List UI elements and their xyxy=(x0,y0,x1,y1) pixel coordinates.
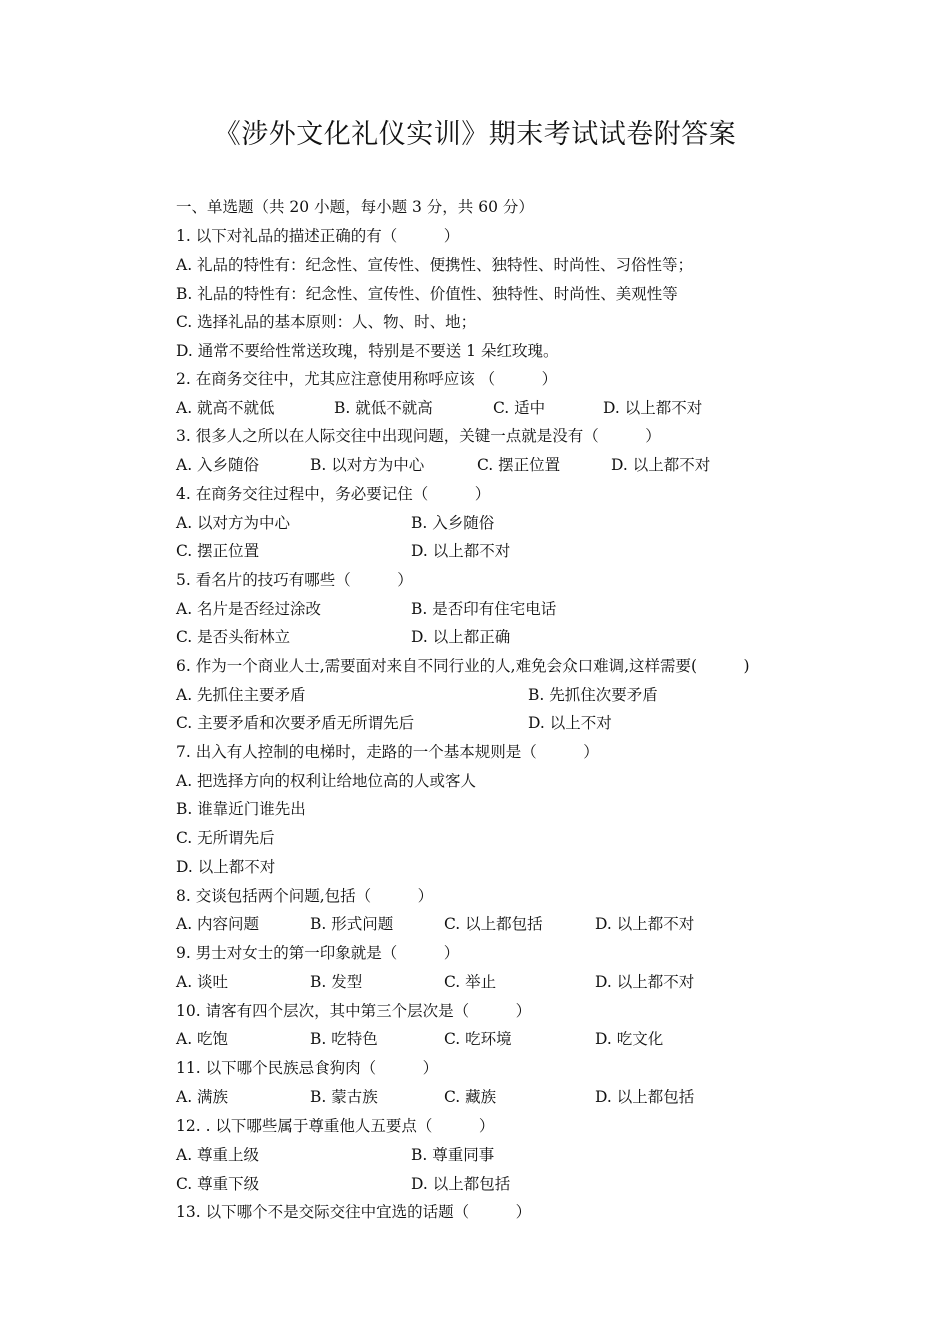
option-11a: A. 满族 xyxy=(176,1088,229,1106)
option-6c: C. 主要矛盾和次要矛盾无所谓先后 xyxy=(176,714,415,732)
question-6: 6. 作为一个商业人士,需要面对来自不同行业的人,难免会众口难调,这样需要( ) xyxy=(176,657,750,675)
option-11b: B. 蒙古族 xyxy=(310,1088,378,1106)
page-title: 《涉外文化礼仪实训》期末考试试卷附答案 xyxy=(213,119,737,150)
option-8c: C. 以上都包括 xyxy=(444,915,543,933)
option-9c: C. 举止 xyxy=(444,973,497,991)
option-12c: C. 尊重下级 xyxy=(176,1175,260,1193)
options-row-12a xyxy=(176,1141,796,1170)
option-8b: B. 形式问题 xyxy=(310,915,394,933)
option-1b: B. 礼品的特性有：纪念性、宣传性、价值性、独特性、时尚性、美观性等 xyxy=(176,285,678,303)
question-1: 1. 以下对礼品的描述正确的有（ ） xyxy=(176,227,460,245)
question-4: 4. 在商务交往过程中，务必要记住（ ） xyxy=(176,485,491,503)
options-row-2 xyxy=(176,394,796,423)
option-3a: A. 入乡随俗 xyxy=(176,456,260,474)
option-7a: A. 把选择方向的权利让给地位高的人或客人 xyxy=(176,772,477,790)
option-12b: B. 尊重同事 xyxy=(411,1146,495,1164)
option-8d: D. 以上都不对 xyxy=(595,915,695,933)
options-row-4b xyxy=(176,537,796,566)
question-8: 8. 交谈包括两个问题,包括（ ） xyxy=(176,887,434,905)
question-12: 12. . 以下哪些属于尊重他人五要点（ ） xyxy=(176,1117,495,1135)
option-10d: D. 吃文化 xyxy=(595,1030,664,1048)
options-row-11 xyxy=(176,1083,796,1112)
option-9d: D. 以上都不对 xyxy=(595,973,695,991)
section-heading: 一、单选题（共 20 小题，每小题 3 分，共 60 分） xyxy=(176,198,534,216)
question-13: 13. 以下哪个不是交际交往中宜选的话题（ ） xyxy=(176,1203,532,1221)
question-11: 11. 以下哪个民族忌食狗肉（ ） xyxy=(176,1059,439,1077)
option-10a: A. 吃饱 xyxy=(176,1030,229,1048)
question-9: 9. 男士对女士的第一印象就是（ ） xyxy=(176,944,460,962)
option-2c: C. 适中 xyxy=(493,399,546,417)
options-row-8 xyxy=(176,910,796,939)
option-3c: C. 摆正位置 xyxy=(477,456,561,474)
option-4d: D. 以上都不对 xyxy=(411,542,511,560)
option-12a: A. 尊重上级 xyxy=(176,1146,260,1164)
option-11c: C. 藏族 xyxy=(444,1088,497,1106)
option-9a: A. 谈吐 xyxy=(176,973,229,991)
option-10c: C. 吃环境 xyxy=(444,1030,512,1048)
option-7b: B. 谁靠近门谁先出 xyxy=(176,800,306,818)
option-7d: D. 以上都不对 xyxy=(176,858,276,876)
option-1c: C. 选择礼品的基本原则：人、物、时、地； xyxy=(176,313,477,331)
options-row-6a xyxy=(176,681,796,710)
option-5b: B. 是否印有住宅电话 xyxy=(411,600,557,618)
option-7c: C. 无所谓先后 xyxy=(176,829,275,847)
question-5: 5. 看名片的技巧有哪些（ ） xyxy=(176,571,413,589)
option-4a: A. 以对方为中心 xyxy=(176,514,291,532)
option-10b: B. 吃特色 xyxy=(310,1030,378,1048)
option-6b: B. 先抓住次要矛盾 xyxy=(528,686,658,704)
option-3d: D. 以上都不对 xyxy=(611,456,711,474)
options-row-5b xyxy=(176,623,796,652)
option-12d: D. 以上都包括 xyxy=(411,1175,511,1193)
option-6d: D. 以上不对 xyxy=(528,714,612,732)
options-row-3 xyxy=(176,451,796,480)
options-row-9 xyxy=(176,968,796,997)
options-row-4a xyxy=(176,509,796,538)
option-2b: B. 就低不就高 xyxy=(334,399,433,417)
options-row-12b xyxy=(176,1170,796,1199)
option-9b: B. 发型 xyxy=(310,973,363,991)
option-2d: D. 以上都不对 xyxy=(603,399,703,417)
option-4c: C. 摆正位置 xyxy=(176,542,260,560)
option-1a: A. 礼品的特性有：纪念性、宣传性、便携性、独特性、时尚性、习俗性等； xyxy=(176,256,694,274)
option-4b: B. 入乡随俗 xyxy=(411,514,495,532)
question-7: 7. 出入有人控制的电梯时，走路的一个基本规则是（ ） xyxy=(176,743,599,761)
option-5d: D. 以上都正确 xyxy=(411,628,511,646)
option-6a: A. 先抓住主要矛盾 xyxy=(176,686,306,704)
options-row-10 xyxy=(176,1025,796,1054)
options-row-5a xyxy=(176,595,796,624)
option-11d: D. 以上都包括 xyxy=(595,1088,695,1106)
option-2a: A. 就高不就低 xyxy=(176,399,275,417)
option-5a: A. 名片是否经过涂改 xyxy=(176,600,322,618)
options-row-6b xyxy=(176,709,796,738)
option-5c: C. 是否头衔林立 xyxy=(176,628,291,646)
option-3b: B. 以对方为中心 xyxy=(310,456,425,474)
question-10: 10. 请客有四个层次，其中第三个层次是（ ） xyxy=(176,1002,532,1020)
option-1d: D. 通常不要给性常送玫瑰，特别是不要送 1 朵红玫瑰。 xyxy=(176,342,559,360)
option-8a: A. 内容问题 xyxy=(176,915,260,933)
question-2: 2. 在商务交往中，尤其应注意使用称呼应该 （ ） xyxy=(176,370,558,388)
question-3: 3. 很多人之所以在人际交往中出现问题，关键一点就是没有（ ） xyxy=(176,427,661,445)
